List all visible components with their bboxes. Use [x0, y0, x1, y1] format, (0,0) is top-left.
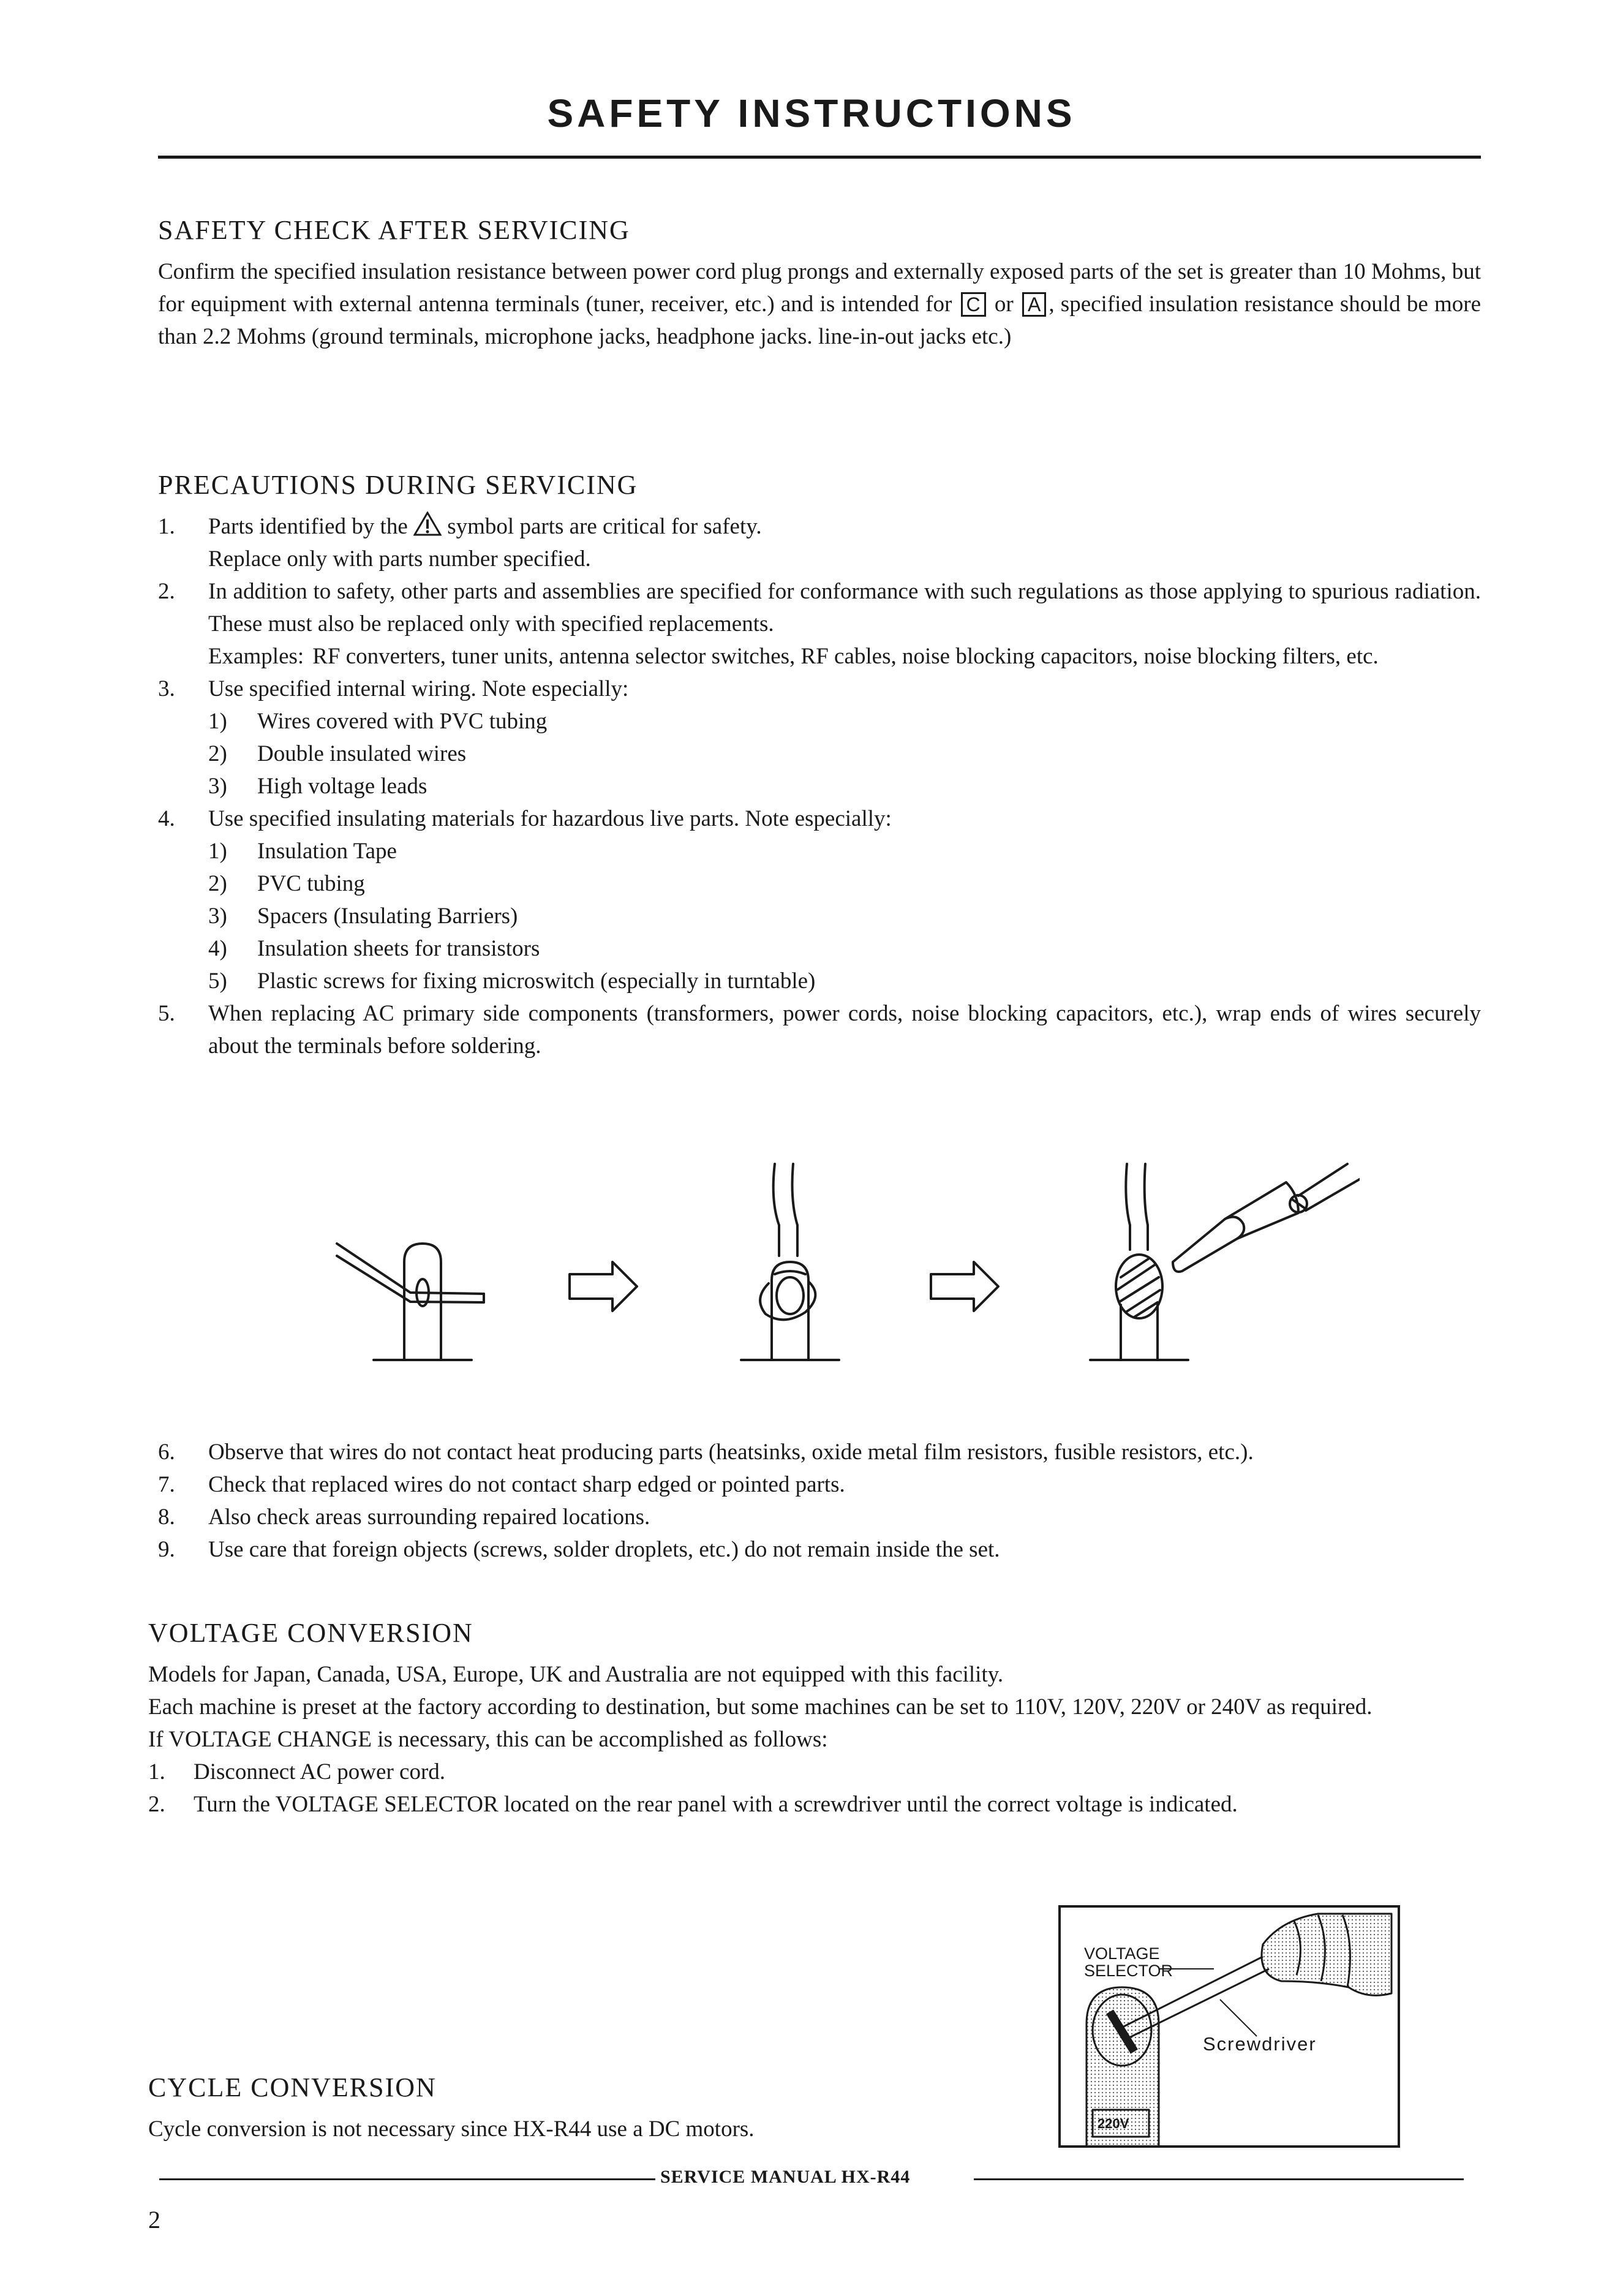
screwdriver-illustration — [1061, 1908, 1398, 2145]
list-item: 2. In addition to safety, other parts and assemblies are specified for conformance with such regulations as those applying to spurious radiation. These must also be replaced only with specified replacements. Examples: RF converters, tuner units, antenna selector switches, RF cables, noise blocking capacitors, noise blocking filters, etc. — [158, 575, 1481, 673]
list-item: 5. When replacing AC primary side components (transformers, power cords, noise blocking capacitors, etc.), wrap ends of wires securely about the terminals before soldering. — [158, 1001, 1481, 1059]
footer-rule-left — [159, 2178, 655, 2180]
page-title: SAFETY INSTRUCTIONS — [547, 91, 1076, 135]
precautions-continued — [158, 1436, 1481, 1566]
voltage-section — [148, 1617, 1481, 1821]
safety-check-section — [158, 214, 1481, 353]
cycle-heading: CYCLE CONVERSION — [148, 2072, 437, 2102]
voltage-steps — [148, 1756, 1481, 1821]
box-a-label: A — [1022, 292, 1046, 317]
wiring-diagram — [318, 1152, 1360, 1378]
title-divider — [158, 156, 1481, 159]
warning-triangle-icon — [413, 512, 442, 536]
sub-list — [208, 705, 1481, 802]
footer-rule-right — [974, 2178, 1464, 2180]
safety-check-heading: SAFETY CHECK AFTER SERVICING — [158, 215, 630, 245]
cycle-paragraph: Cycle conversion is not necessary since HX-R44 use a DC motors. — [148, 2117, 755, 2142]
list-item: 3. Use specified internal wiring. Note especially: 1) Wires covered with PVC tubing 2) Double insulated wires 3) High voltage leads — [158, 673, 1481, 802]
list-item: 1. Parts identified by the symbol parts are critical for safety. Replace only with parts number specified. — [158, 510, 1481, 575]
safety-check-paragraph — [158, 255, 1481, 353]
list-item: 4. Use specified insulating materials for hazardous live parts. Note especially: 1) Insulation Tape 2) PVC tubing 3) Spacers (Insulating Barriers) 4) Insulation sheets for transistors 5) Plastic screws for fixing microswitch (especially in turntable) — [158, 802, 1481, 997]
or-text: or — [994, 292, 1014, 317]
list-item: 7. Check that replaced wires do not contact sharp edged or pointed parts. — [158, 1472, 845, 1497]
sub-list-item: 3) High voltage leads — [208, 774, 427, 799]
screwdriver-label: Screwdriver — [1203, 2033, 1317, 2055]
list-item: 8. Also check areas surrounding repaired locations. — [158, 1505, 650, 1530]
sub-list-item: 1) Insulation Tape — [208, 839, 397, 864]
precautions-section — [158, 469, 1481, 1062]
voltage-paragraph-3: If VOLTAGE CHANGE is necessary, this can be accomplished as follows: — [148, 1727, 828, 1752]
sub-list-item: 3) Spacers (Insulating Barriers) — [208, 904, 518, 929]
sub-list-item: 2) PVC tubing — [208, 871, 365, 896]
sub-list-item: 4) Insulation sheets for transistors — [208, 936, 540, 961]
voltage-selector-label-1: VOLTAGE — [1084, 1944, 1160, 1963]
safety-check-text-1: Confirm the specified insulation resistance between power cord plug prongs and externally exposed parts of the set is greater than 10 Mohms, but for equipment with external antenna terminals (tuner, receiver, etc.) and is intended for — [158, 259, 1481, 317]
sub-list-item: 1) Wires covered with PVC tubing — [208, 709, 548, 734]
voltage-value-label: 220V — [1098, 2116, 1129, 2131]
sub-list — [208, 835, 1481, 997]
box-c-label: C — [961, 292, 986, 317]
sub-list-item: 2) Double insulated wires — [208, 741, 467, 766]
terminal-step-1 — [337, 1244, 484, 1360]
precautions-heading: PRECAUTIONS DURING SERVICING — [158, 470, 638, 500]
voltage-heading: VOLTAGE CONVERSION — [148, 1618, 473, 1648]
cycle-section — [148, 2072, 1006, 2145]
footer-text: SERVICE MANUAL HX-R44 — [660, 2167, 911, 2187]
list-item: 6. Observe that wires do not contact heat producing parts (heatsinks, oxide metal film resistors, fusible resistors, etc.). — [158, 1440, 1254, 1465]
terminal-step-2 — [741, 1164, 839, 1360]
precautions-list-continued — [158, 1436, 1481, 1566]
precautions-list — [158, 510, 1481, 1062]
voltage-paragraph-2: Each machine is preset at the factory according to destination, but some machines can be set to 110V, 120V, 220V or 240V as required. — [148, 1694, 1373, 1720]
list-item: 2. Turn the VOLTAGE SELECTOR located on the rear panel with a screwdriver until the correct voltage is indicated. — [148, 1792, 1238, 1817]
voltage-selector-label-2: SELECTOR — [1084, 1962, 1173, 1980]
safety-check-text-2: , specified insulation resistance should be more than 2.2 Mohms (ground terminals, microphone jacks, headphone jacks. line-in-out jacks etc.) — [158, 292, 1482, 349]
arrow-right-icon — [570, 1262, 637, 1311]
page-number: 2 — [148, 2206, 160, 2234]
examples-row: Examples: RF converters, tuner units, antenna selector switches, RF cables, noise blocking capacitors, noise blocking filters, etc. — [208, 644, 1379, 669]
arrow-right-icon — [931, 1262, 998, 1311]
terminal-step-3 — [1090, 1164, 1360, 1360]
voltage-paragraph-1: Models for Japan, Canada, USA, Europe, UK and Australia are not equipped with this facility. — [148, 1662, 1004, 1687]
sub-list-item: 5) Plastic screws for fixing microswitch (especially in turntable) — [208, 969, 816, 994]
list-item: 1. Disconnect AC power cord. — [148, 1759, 446, 1784]
voltage-selector-figure — [1058, 1905, 1400, 2148]
list-item: 9. Use care that foreign objects (screws, solder droplets, etc.) do not remain inside the set. — [158, 1537, 1000, 1562]
